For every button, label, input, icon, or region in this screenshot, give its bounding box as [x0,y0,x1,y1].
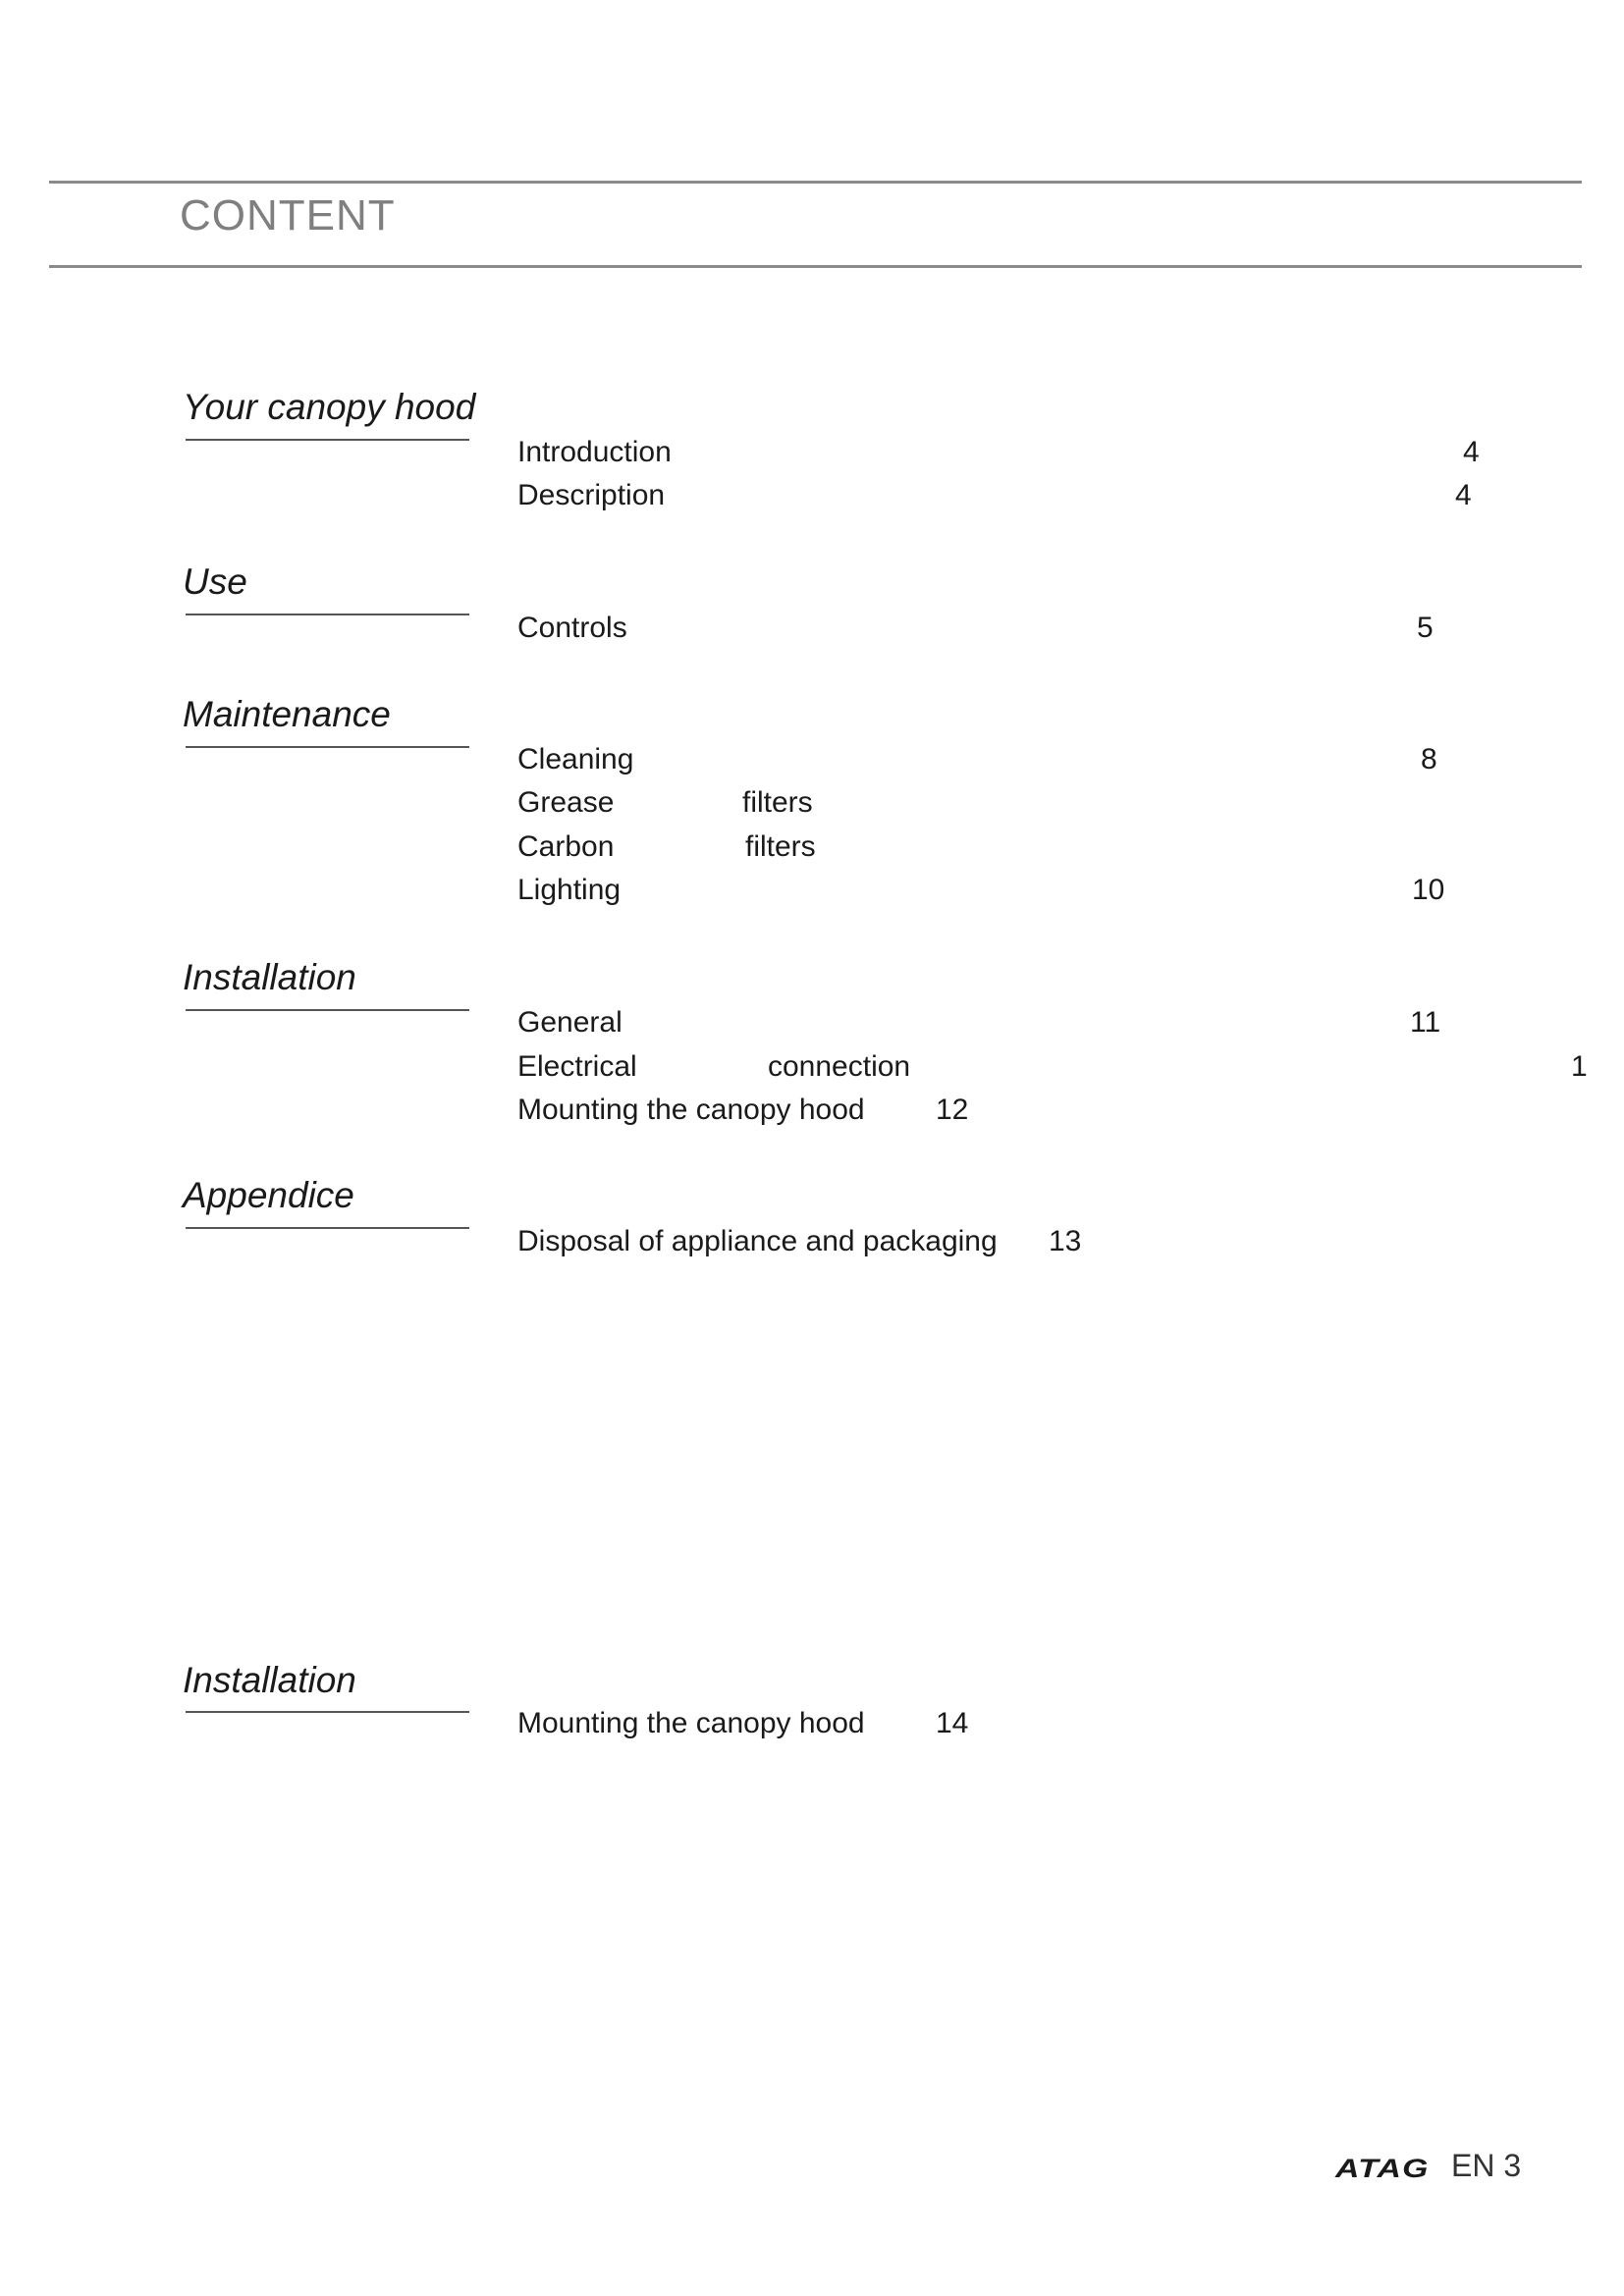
section-title-appendice: Appendice [183,1175,354,1215]
page-number: EN 3 [1451,2148,1522,2183]
section-rule [186,1227,469,1229]
toc-page-general: 11 [1410,1006,1441,1039]
toc-page-cleaning: 8 [1421,743,1437,775]
toc-entry-grease[interactable]: Grease [517,786,615,819]
toc-page-electrical-connection: 1 [1571,1050,1588,1083]
toc-page-mounting: 12 [936,1094,969,1126]
section-rule [186,439,469,441]
toc-entry-lighting[interactable]: Lighting [517,874,622,906]
toc-page-introduction: 4 [1463,436,1480,468]
toc-entry-mounting[interactable]: Mounting the canopy hood [517,1094,865,1126]
toc-entry-electrical[interactable]: Electrical [517,1050,637,1083]
section-title-maintenance: Maintenance [183,694,391,734]
section-rule [186,1711,469,1713]
toc-entry-controls[interactable]: Controls [517,612,627,644]
toc-entry-mounting-2[interactable]: Mounting the canopy hood [517,1707,865,1739]
section-title-installation-2: Installation [183,1660,356,1700]
section-rule [186,1009,469,1011]
toc-page-mounting-2: 14 [936,1707,969,1739]
header-rule-top [49,181,1582,184]
section-rule [186,746,469,748]
section-rule [186,614,469,615]
toc-page-controls: 5 [1417,612,1434,644]
toc-entry-disposal[interactable]: Disposal of appliance and packaging [517,1225,998,1257]
section-title-your-canopy-hood: Your canopy hood [183,387,476,427]
toc-entry-electrical-connection[interactable]: connection [768,1050,911,1083]
toc-entry-carbon-filters[interactable]: filters [745,830,816,863]
toc-entry-cleaning[interactable]: Cleaning [517,743,634,775]
section-title-installation: Installation [183,957,356,997]
toc-entry-carbon[interactable]: Carbon [517,830,615,863]
toc-page-disposal: 13 [1049,1225,1082,1257]
toc-entry-general[interactable]: General [517,1006,623,1039]
toc-entry-description[interactable]: Description [517,479,666,511]
header-rule-bottom [49,265,1582,268]
page-title: CONTENT [180,191,396,240]
atag-logo: ATAG [1335,2154,1430,2183]
toc-entry-grease-filters[interactable]: filters [742,786,813,819]
toc-entry-introduction[interactable]: Introduction [517,436,672,468]
toc-page-lighting: 10 [1412,874,1445,906]
section-title-use: Use [183,561,247,602]
toc-page-description: 4 [1455,479,1472,511]
